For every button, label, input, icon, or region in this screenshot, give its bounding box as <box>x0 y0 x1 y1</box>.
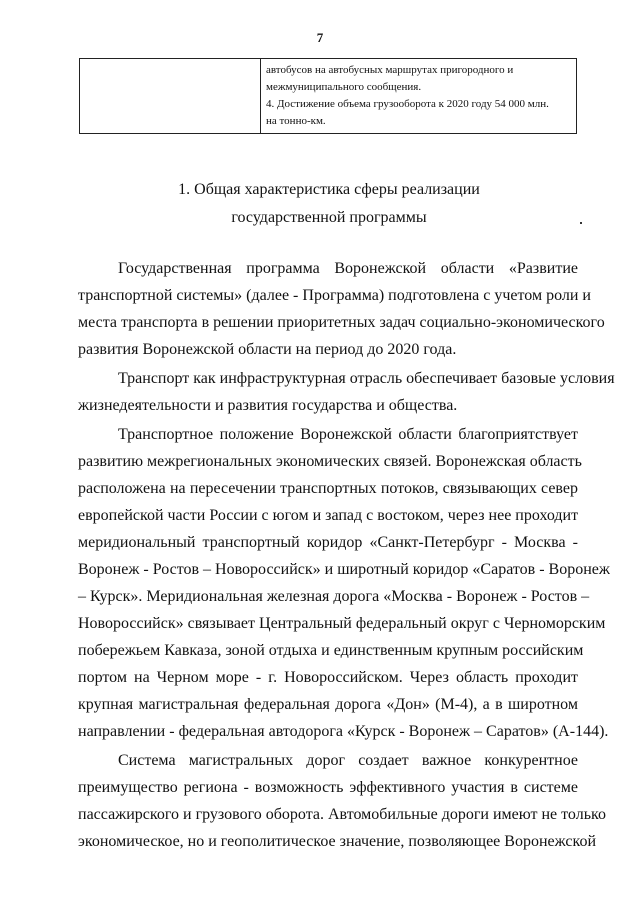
text-line: – Курск». Меридиональная железная дорога «Москва - Воронеж - Ростов – <box>78 588 590 605</box>
paragraph <box>78 747 606 855</box>
text-line: Система магистральных дорог создает важное конкурентное <box>118 752 578 769</box>
paragraph <box>78 255 605 363</box>
cell-text-line: на тонно-км. <box>266 115 326 127</box>
text-line: побережьем Кавказа, зоной отдыха и единственным крупным российским <box>78 642 584 659</box>
text-line: меридиональный транспортный коридор «Санкт-Петербург - Москва - <box>78 534 578 551</box>
stray-mark <box>580 222 582 224</box>
body-text <box>78 255 615 857</box>
paragraph <box>78 421 610 745</box>
text-line: преимущество региона - возможность эффективного участия в системе <box>78 779 578 796</box>
text-line: Воронеж - Ростов – Новороссийск» и широтный коридор «Саратов - Воронеж <box>78 561 610 578</box>
continuation-table <box>79 58 577 134</box>
cell-text-line: межмуниципального сообщения. <box>266 81 422 93</box>
cell-text-line: автобусов на автобусных маршрутах пригородного и <box>266 64 514 76</box>
text-line: пассажирского и грузового оборота. Автомобильные дороги имеют не только <box>78 806 606 823</box>
text-line: места транспорта в решении приоритетных задач социально-экономического <box>78 314 605 331</box>
section-heading <box>0 176 640 232</box>
text-line: Транспорт как инфраструктурная отрасль обеспечивает базовые условия <box>118 370 615 387</box>
text-line: экономическое, но и геополитическое значение, позволяющее Воронежской <box>78 833 596 850</box>
text-line: направлении - федеральная автодорога «Курск - Воронеж – Саратов» (А-144). <box>78 723 609 740</box>
text-line: развитию межрегиональных экономических связей. Воронежская область <box>78 453 582 470</box>
text-line: портом на Черном море - г. Новороссийском. Через область проходит <box>78 669 578 686</box>
heading-line: 1. Общая характеристика сферы реализации <box>178 181 480 198</box>
page-number: 7 <box>316 30 324 45</box>
text-line: европейской части России с югом и запад с востоком, через нее проходит <box>78 507 579 524</box>
text-line: Транспортное положение Воронежской области благоприятствует <box>118 426 578 443</box>
paragraph <box>78 365 615 419</box>
text-line: жизнедеятельности и развития государства и общества. <box>78 397 458 414</box>
table-cell-goals <box>261 59 577 134</box>
table-row <box>80 59 577 134</box>
heading-line: государственной программы <box>231 209 427 226</box>
cell-text-line: 4. Достижение объема грузооборота к 2020 году 54 000 млн. <box>266 98 549 110</box>
text-line: расположена на пересечении транспортных потоков, связывающих север <box>78 480 578 497</box>
text-line: Новороссийск» связывает Центральный федеральный округ с Черноморским <box>78 615 606 632</box>
text-line: крупная магистральная федеральная дорога «Дон» (М-4), а в широтном <box>78 696 578 713</box>
text-line: Государственная программа Воронежской области «Развитие <box>118 260 578 277</box>
text-line: транспортной системы» (далее - Программа) подготовлена с учетом роли и <box>78 287 591 304</box>
table-cell-empty <box>80 59 261 134</box>
text-line: развития Воронежской области на период до 2020 года. <box>78 341 457 358</box>
